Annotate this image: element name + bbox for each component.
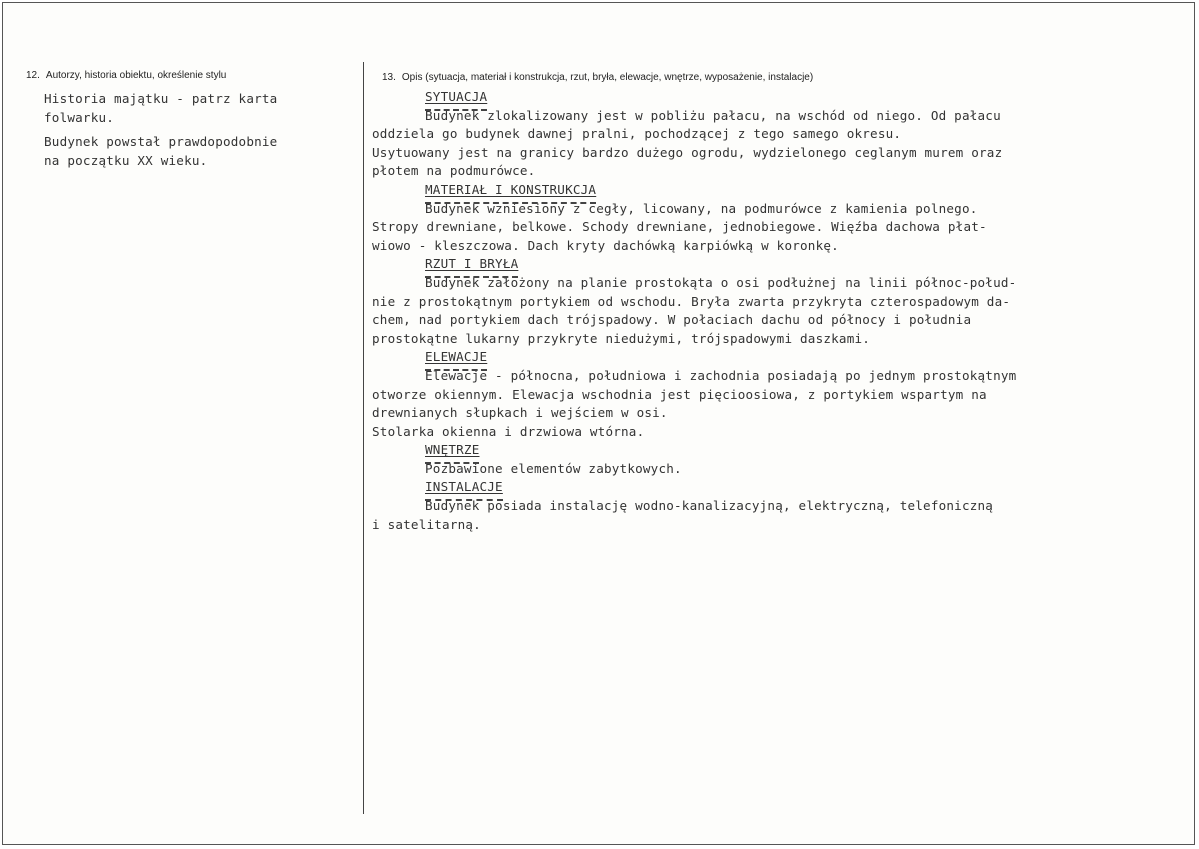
heading-wnetrze: WNĘTRZE [425, 442, 480, 458]
column-divider [363, 62, 364, 814]
rzut-line-3: chem, nad portykiem dach trójspadowy. W połaciach dachu od północy i południa [372, 312, 972, 328]
sytuacja-line-1: Budynek zlokalizowany jest w pobliżu pałacu, na wschód od niego. Od pałacu [425, 107, 1001, 123]
heading-rzut: RZUT I BRYŁA [425, 256, 519, 272]
history-line-3: Budynek powstał prawdopodobnie [44, 134, 278, 150]
right-column-number: 13. [382, 72, 396, 83]
elewacje-line-1: Elewacje - północna, południowa i zachodnia posiadają po jednym prostokątnym [425, 367, 1017, 383]
history-line-2: folwarku. [44, 109, 115, 125]
sytuacja-line-4: płotem na podmurówce. [372, 163, 536, 179]
history-line-1: Historia majątku - patrz karta [44, 91, 278, 106]
heading-sytuacja: SYTUACJA [425, 89, 488, 104]
instalacje-line-2: i satelitarną. [372, 516, 481, 532]
left-column-header [26, 70, 226, 81]
rzut-line-1: Budynek założony na planie prostokąta o osi podłużnej na linii północ-połud- [425, 274, 1017, 290]
instalacje-line-1: Budynek posiada instalację wodno-kanalizacyjną, elektryczną, telefoniczną [425, 498, 994, 514]
material-line-3: wiowo - kleszczowa. Dach kryty dachówką karpiówką w koronkę. [372, 237, 839, 253]
history-line-4: na początku XX wieku. [44, 152, 208, 168]
rzut-line-2: nie z prostokątnym portykiem od wschodu. Bryła zwarta przykryta czterospadowym da- [372, 293, 1011, 309]
left-column-text [44, 90, 277, 170]
right-column-header [382, 72, 813, 83]
material-line-2: Stropy drewniane, belkowe. Schody drewniane, jednobiegowe. Więźba dachowa płat- [372, 219, 987, 235]
rzut-line-4: prostokątne lukarny przykryte niedużymi, trójspadowymi daszkami. [372, 330, 871, 346]
material-line-1: Budynek wzniesiony z cegły, licowany, na podmurówce z kamienia polnego. [425, 200, 978, 216]
description-text [372, 88, 1016, 534]
heading-instalacje: INSTALACJE [425, 479, 503, 495]
elewacje-line-3: drewnianych słupkach i wejściem w osi. [372, 405, 668, 421]
wnetrze-line-1: Pozbawione elementów zabytkowych. [425, 460, 682, 476]
heading-material: MATERIAŁ I KONSTRUKCJA [425, 181, 597, 197]
elewacje-line-4: Stolarka okienna i drzwiowa wtórna. [372, 423, 645, 439]
left-column-number: 12. [26, 70, 40, 81]
sytuacja-line-3: Usytuowany jest na granicy bardzo dużego ogrodu, wydzielonego ceglanym murem oraz [372, 144, 1003, 160]
sytuacja-line-2: oddziela go budynek dawnej pralni, pochodzącej z tego samego okresu. [372, 126, 902, 142]
left-column-header-text: Autorzy, historia obiektu, określenie stylu [45, 70, 227, 81]
elewacje-line-2: otworze okiennym. Elewacja wschodnia jest pięcioosiowa, z portykiem wspartym na [372, 386, 987, 402]
heading-elewacje: ELEWACJE [425, 349, 488, 365]
right-column-header-text: Opis (sytuacja, materiał i konstrukcja, rzut, bryła, elewacje, wnętrze, wyposażenie, instalacje) [401, 72, 814, 83]
